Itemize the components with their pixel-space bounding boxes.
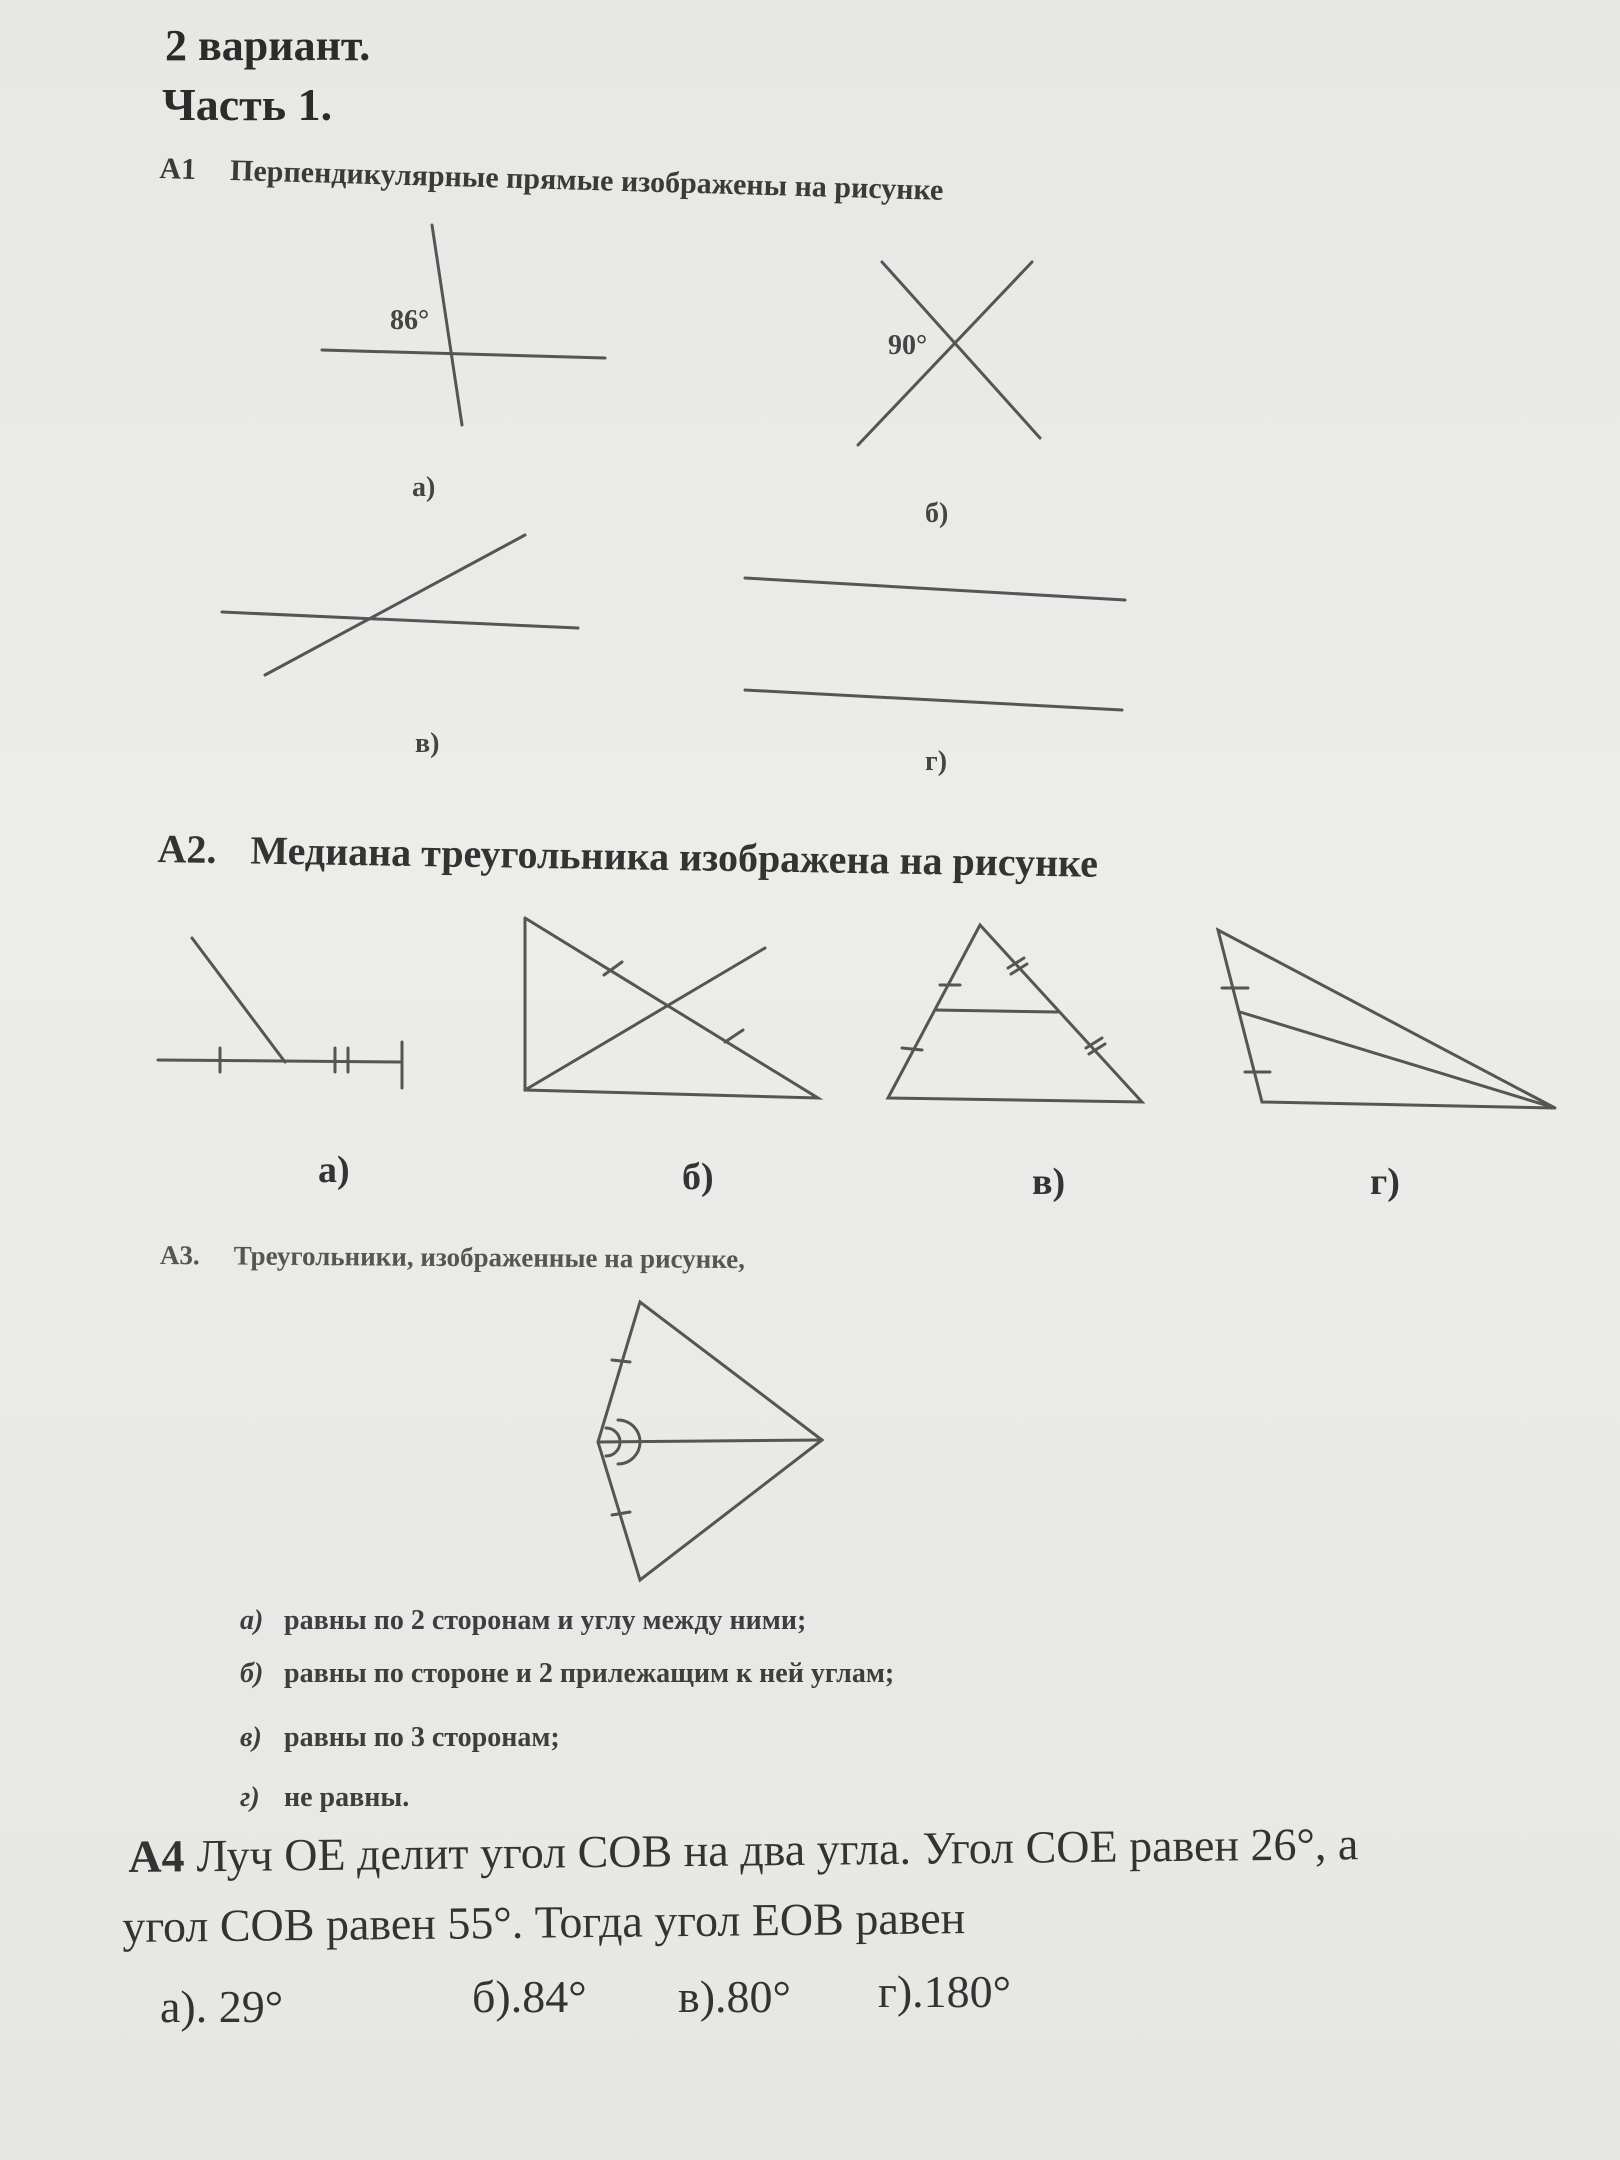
a3-option-b-letter: б) [240,1658,264,1689]
a3-figure [598,1302,822,1580]
a3-option-g-text: не равны. [284,1782,410,1813]
a3-option-b [240,1658,894,1690]
question-a3-text: Треугольники, изображенные на рисунке, [233,1240,746,1275]
a2-figure-g [1218,930,1555,1108]
question-a3-number: А3. [159,1240,200,1271]
a2-label-a: а) [318,1149,350,1191]
a2-figure-a [158,938,402,1088]
a3-option-a-text: равны по 2 сторонам и углу между ними; [284,1605,807,1636]
a3-option-v-text: равны по 3 сторонам; [284,1722,560,1753]
a2-label-b: б) [682,1156,714,1198]
a1-figure-b [858,262,1040,445]
a2-figure-b [525,918,818,1098]
a4-answer-g: г).180° [878,1966,1012,2017]
a4-answer-b: б).84° [472,1971,587,2022]
a3-option-a [240,1605,806,1637]
a1-figure-v [222,535,578,675]
a4-answer-v: в).80° [678,1971,791,2022]
a1-angle-90-label: 90° [888,330,928,361]
a1-figure-g [745,578,1125,710]
a1-figure-a [322,225,605,425]
a1-angle-86-label: 86° [390,305,430,336]
question-a4-text-line1: Луч ОЕ делит угол СОВ на два угла. Угол СОЕ равен 26°, а [196,1818,1359,1882]
question-a4-number: А4 [128,1830,185,1882]
a2-figure-v [888,925,1142,1102]
a4-answer-a: а). 29° [160,1981,284,2032]
a3-option-a-letter: а) [240,1605,264,1636]
a3-option-g-letter: г) [240,1782,260,1813]
a2-label-v: в) [1032,1161,1066,1203]
a1-label-g: г) [925,746,948,777]
a3-option-g [240,1782,409,1814]
a1-label-b: б) [925,498,949,529]
part-heading: Часть 1. [162,79,333,130]
variant-heading: 2 вариант. [165,21,371,70]
question-a4-line2: угол СОВ равен 55°. Тогда угол ЕОВ равен [122,1892,966,1952]
question-a1-number: А1 [159,152,197,187]
question-a2-number: А2. [157,825,217,872]
a3-option-b-text: равны по стороне и 2 прилежащим к ней углам; [284,1658,895,1689]
a2-label-g: г) [1370,1161,1400,1203]
a1-label-v: в) [415,728,440,759]
question-a3 [160,1240,745,1275]
question-a2-text: Медиана треугольника изображена на рисунке [250,827,1099,886]
a1-label-a: а) [412,472,436,503]
question-a1-text: Перпендикулярные прямые изображены на рисунке [229,153,944,207]
a3-option-v [240,1722,560,1754]
a3-option-v-letter: в) [240,1722,262,1753]
